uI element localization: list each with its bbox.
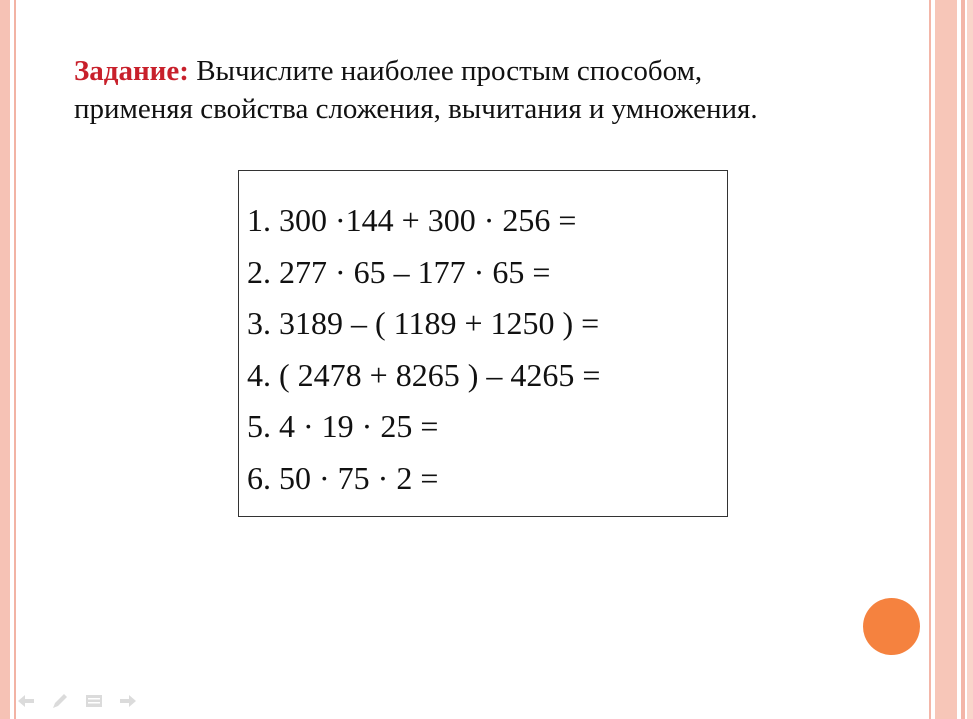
exercise-item-3: 3. 3189 – ( 1189 + 1250 ) = — [247, 305, 600, 341]
exercise-item-5: 5. 4 · 19 · 25 = — [247, 408, 439, 444]
forward-arrow-icon[interactable] — [118, 691, 138, 711]
task-label: Задание: — [74, 55, 189, 87]
right-border-band — [935, 0, 957, 719]
menu-icon[interactable] — [84, 691, 104, 711]
exercise-box — [238, 170, 728, 517]
pen-icon[interactable] — [50, 691, 70, 711]
back-arrow-icon[interactable] — [16, 691, 36, 711]
task-text-line2: применяя свойства сложения, вычитания и умножения. — [74, 93, 758, 125]
exercise-item-4: 4. ( 2478 + 8265 ) – 4265 = — [247, 356, 601, 393]
task-text-line1: Вычислите наиболее простым способом, — [188, 55, 703, 87]
exercise-list — [247, 195, 600, 504]
decorative-circle — [863, 598, 920, 655]
left-border-band — [0, 0, 10, 719]
right-border-line-outer — [961, 0, 965, 719]
left-border-line — [14, 0, 16, 719]
right-border-edge — [967, 0, 973, 719]
right-border-line-inner — [929, 0, 931, 719]
exercise-item-1: 1. 300 ·144 + 300 · 256 = — [247, 202, 577, 238]
exercise-item-2: 2. 277 · 65 – 177 · 65 = — [247, 253, 551, 290]
slideshow-nav-controls — [16, 690, 138, 712]
exercise-item-6: 6. 50 · 75 · 2 = — [247, 459, 439, 496]
task-heading — [74, 52, 874, 128]
